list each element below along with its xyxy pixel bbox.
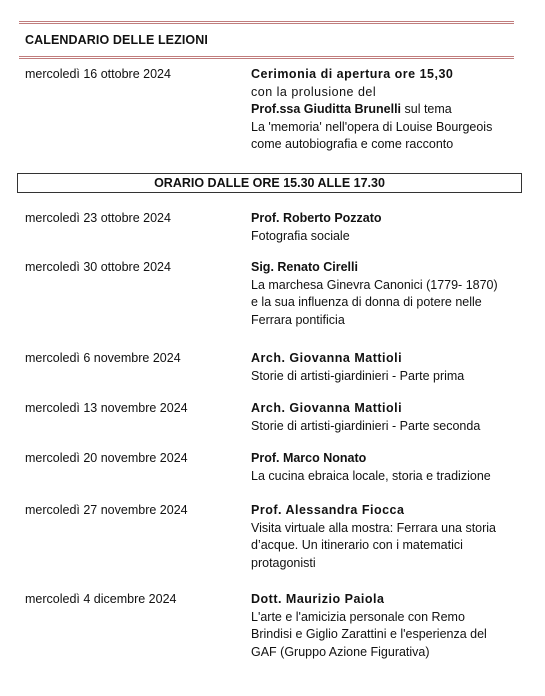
lesson-speaker: Prof. Marco Nonato (251, 451, 367, 465)
lesson-details (251, 210, 519, 245)
lesson-date: mercoledì 4 dicembre 2024 (25, 592, 177, 606)
opening-topic-line1: La 'memoria' nell'opera di Louise Bourgeois (251, 119, 493, 134)
lesson-topic: Fotografia sociale (251, 228, 350, 243)
opening-details (251, 66, 519, 154)
lesson-speaker: Dott. Maurizio Paiola (251, 592, 385, 606)
top-rule (19, 21, 514, 24)
opening-speaker: Prof.ssa Giuditta Brunelli (251, 102, 402, 116)
lesson-date: mercoledì 27 novembre 2024 (25, 503, 188, 517)
lesson-date: mercoledì 6 novembre 2024 (25, 351, 181, 365)
opening-line2: con la prolusione del (251, 84, 377, 99)
lesson-speaker: Sig. Renato Cirelli (251, 260, 358, 274)
lesson-details (251, 259, 519, 329)
lesson-topic: Visita virtuale alla mostra: Ferrara una storia (251, 520, 497, 535)
lesson-details (251, 502, 519, 572)
lesson-topic: protagonisti (251, 555, 316, 570)
lesson-speaker: Arch. Giovanna Mattioli (251, 401, 403, 415)
lesson-date: mercoledì 13 novembre 2024 (25, 401, 188, 415)
lesson-speaker: Prof. Alessandra Fiocca (251, 503, 405, 517)
opening-speaker-suffix: sul tema (401, 102, 452, 116)
lesson-topic: La cucina ebraica locale, storia e tradizione (251, 468, 491, 483)
lesson-topic: e la sua influenza di donna di potere nelle (251, 295, 482, 309)
lesson-details (251, 450, 519, 485)
lesson-details (251, 591, 519, 661)
lesson-date: mercoledì 20 novembre 2024 (25, 451, 188, 465)
lesson-topic: d’acque. Un itinerario con i matematici (251, 538, 463, 552)
opening-speaker-line (251, 101, 519, 119)
schedule-banner: ORARIO DALLE ORE 15.30 ALLE 17.30 (17, 173, 522, 193)
lesson-speaker: Arch. Giovanna Mattioli (251, 351, 403, 365)
lesson-details (251, 400, 519, 435)
lesson-topic: Storie di artisti-giardinieri - Parte prima (251, 368, 465, 383)
lesson-topic: Ferrara pontificia (251, 312, 345, 327)
title-rule (19, 56, 514, 59)
lesson-topic: L'arte e l'amicizia personale con Remo (251, 609, 465, 624)
lesson-speaker: Prof. Roberto Pozzato (251, 211, 382, 225)
lesson-date: mercoledì 30 ottobre 2024 (25, 260, 171, 274)
lesson-topic: GAF (Gruppo Azione Figurativa) (251, 644, 430, 659)
lesson-date: mercoledì 23 ottobre 2024 (25, 211, 171, 225)
lesson-topic: Brindisi e Giglio Zarattini e l'esperienza del (251, 627, 487, 641)
opening-topic-line2: come autobiografia e come racconto (251, 137, 454, 151)
opening-date: mercoledì 16 ottobre 2024 (25, 67, 171, 81)
lesson-topic: La marchesa Ginevra Canonici (1779- 1870) (251, 277, 498, 292)
lesson-topic: Storie di artisti-giardinieri - Parte seconda (251, 418, 481, 433)
page-title: CALENDARIO DELLE LEZIONI (25, 33, 208, 47)
lesson-details (251, 350, 519, 385)
opening-line1: Cerimonia di apertura ore 15,30 (251, 67, 454, 81)
